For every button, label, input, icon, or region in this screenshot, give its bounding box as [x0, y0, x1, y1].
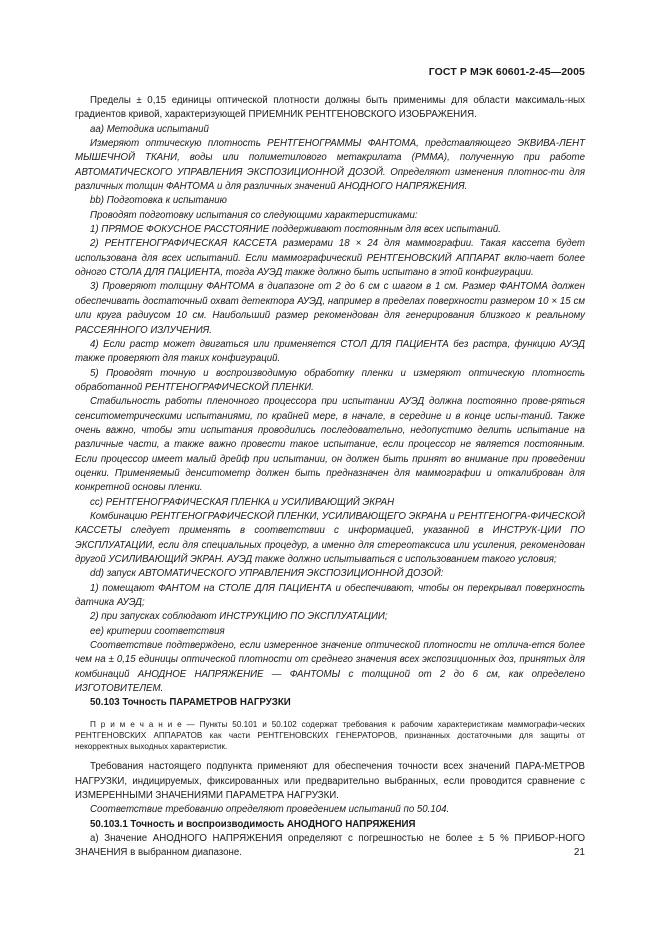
list-item: 2) РЕНТГЕНОГРАФИЧЕСКАЯ КАССЕТА размерами 18 × 24 для маммографии. Такая кассета будет использована для всех испытаний. Если маммографический РЕНТГЕНОВСКИЙ АППАРАТ вклю-чает более одного СТОЛА ДЛЯ ПАЦИЕНТА, тогда АУЭД также должно быть испытано в этой конфигурации.: [75, 238, 585, 279]
list-item: 2) при запусках соблюдают ИНСТРУКЦИЮ ПО ЭКСПЛУАТАЦИИ;: [90, 611, 388, 623]
paragraph: Проводят подготовку испытания со следующими характеристиками:: [90, 209, 418, 221]
subsection-heading: bb) Подготовка к испытанию: [90, 195, 227, 207]
section-heading: 50.103 Точность ПАРАМЕТРОВ НАГРУЗКИ: [90, 697, 291, 709]
paragraph: Пределы ± 0,15 единицы оптической плотности должны быть применимы для области максималь-ных градиентов кривой, характеризующей ПРИЕМНИК РЕНТГЕНОВСКОГО ИЗОБРАЖЕНИЯ.: [75, 95, 585, 121]
paragraph: Измеряют оптическую плотность РЕНТГЕНОГРАММЫ ФАНТОМА, представляющего ЭКВИВА-ЛЕНТ МЫШЕЧНОЙ ТКАНИ, воды или полиметилового метакрилата (PMMA), полученную при работе АВТОМАТИЧЕСКОГО УПРАВЛЕНИЯ ЭКСПОЗИЦИОННОЙ ДОЗОЙ. Определяют изменения плотнос-ти для различных толщин ФАНТОМА и для различных значений АНОДНОГО НАПРЯЖЕНИЯ.: [75, 138, 585, 193]
list-item: 3) Проверяют толщину ФАНТОМА в диапазоне от 2 до 6 см с шагом в 1 см. Размер ФАНТОМА должен обеспечивать достаточный охват детектора АУЭД, например в пределах поверхности размером 10 × 15 см или круга радиусом 10 см. Наибольший размер рекомендован для генерирования близкого к реальному РАССЕЯННОГО ИЗЛУЧЕНИЯ.: [75, 281, 585, 336]
paragraph: Соответствие подтверждено, если измеренное значение оптической плотности не отлича-ется более чем на ± 0,15 единицы оптической плотности от среднего значения всех экспозиционных доз, принятых для комбинаций АНОДНОЕ НАПРЯЖЕНИЕ — ФАНТОМЫ с толщиной от 2 до 6 см, как определено ИЗГОТОВИТЕЛЕМ.: [75, 640, 585, 695]
list-item: а) Значение АНОДНОГО НАПРЯЖЕНИЯ определяют с погрешностью не более ± 5 % ПРИБОР-НОГО ЗНАЧЕНИЯ в выбранном диапазоне.: [75, 833, 585, 859]
paragraph: Стабильность работы пленочного процессора при испытании АУЭД должна постоянно прове-ряться сенситометрическими испытаниями, по крайней мере, в начале, в середине и в конце испы-таний. Также очень важно, чтобы эти испытания проводились последовательно, недопустимо делить испытание на различные части, а также важно провести такое испытание, если процессор не является постоянным. Если процессор имеет малый дрейф при испытании, он должен быть принят во внимание при проведении оценки. Применяемый денситометр должен быть предназначен для маммографии и откалиброван для конкретной основы пленки.: [75, 396, 585, 494]
subsection-heading: dd) запуск АВТОМАТИЧЕСКОГО УПРАВЛЕНИЯ ЭКСПОЗИЦИОННОЙ ДОЗОЙ:: [90, 568, 444, 580]
page-body: [75, 94, 585, 861]
note: П р и м е ч а н и е — Пункты 50.101 и 50.102 содержат требования к рабочим характеристикам маммографи-ческих РЕНТГЕНОВСКИХ АППАРАТОВ как части РЕНТГЕНОВСКИХ ГЕНЕРАТОРОВ, признанных достаточными для защиты от некорректных выходных характеристик.: [75, 719, 585, 752]
subsection-heading: ее) критерии соответствия: [90, 625, 225, 637]
paragraph: Требования настоящего подпункта применяют для обеспечения точности всех значений ПАРА-МЕТРОВ НАГРУЗКИ, индицируемых, фиксированных или предварительно выбранных, если проводится сравнение с ИЗМЕРЕННЫМИ ЗНАЧЕНИЯМИ ПАРАМЕТРА НАГРУЗКИ.: [75, 761, 585, 802]
list-item: 4) Если растр может двигаться или применяется СТОЛ ДЛЯ ПАЦИЕНТА без растра, функцию АУЭД также проверяют для таких конфигураций.: [75, 338, 585, 365]
subsection-heading: аа) Методика испытаний: [90, 123, 209, 135]
list-item: 1) ПРЯМОЕ ФОКУСНОЕ РАССТОЯНИЕ поддерживают постоянным для всех испытаний.: [90, 224, 501, 236]
paragraph: Соответствие требованию определяют проведением испытаний по 50.104.: [90, 804, 450, 816]
document-header: ГОСТ Р МЭК 60601-2-45—2005: [428, 66, 585, 78]
list-item: 1) помещают ФАНТОМ на СТОЛЕ ДЛЯ ПАЦИЕНТА и обеспечивают, чтобы он перекрывал поверхность датчика АУЭД;: [75, 582, 585, 609]
page-number: 21: [573, 847, 585, 858]
section-heading: 50.103.1 Точность и воспроизводимость АНОДНОГО НАПРЯЖЕНИЯ: [90, 818, 416, 830]
subsection-heading: сс) РЕНТГЕНОГРАФИЧЕСКАЯ ПЛЕНКА и УСИЛИВАЮЩИЙ ЭКРАН: [90, 496, 395, 508]
paragraph: Комбинацию РЕНТГЕНОГРАФИЧЕСКОЙ ПЛЕНКИ, УСИЛИВАЮЩЕГО ЭКРАНА и РЕНТГЕНОГРА-ФИЧЕСКОЙ КАССЕТЫ следует применять в соответствии с информацией, указанной в ИНСТРУК-ЦИИ ПО ЭКСПЛУАТАЦИИ, если для специальных процедур, а именно для стереотаксиса или усиления, рекомендован другой УСИЛИВАЮЩИЙ ЭКРАН. АУЭД также должно испытываться с использованием такого условия;: [75, 510, 585, 565]
list-item: 5) Проводят точную и воспроизводимую обработку пленки и измеряют оптическую плотность обработанной РЕНТГЕНОГРАФИЧЕСКОЙ ПЛЕНКИ.: [75, 367, 585, 393]
